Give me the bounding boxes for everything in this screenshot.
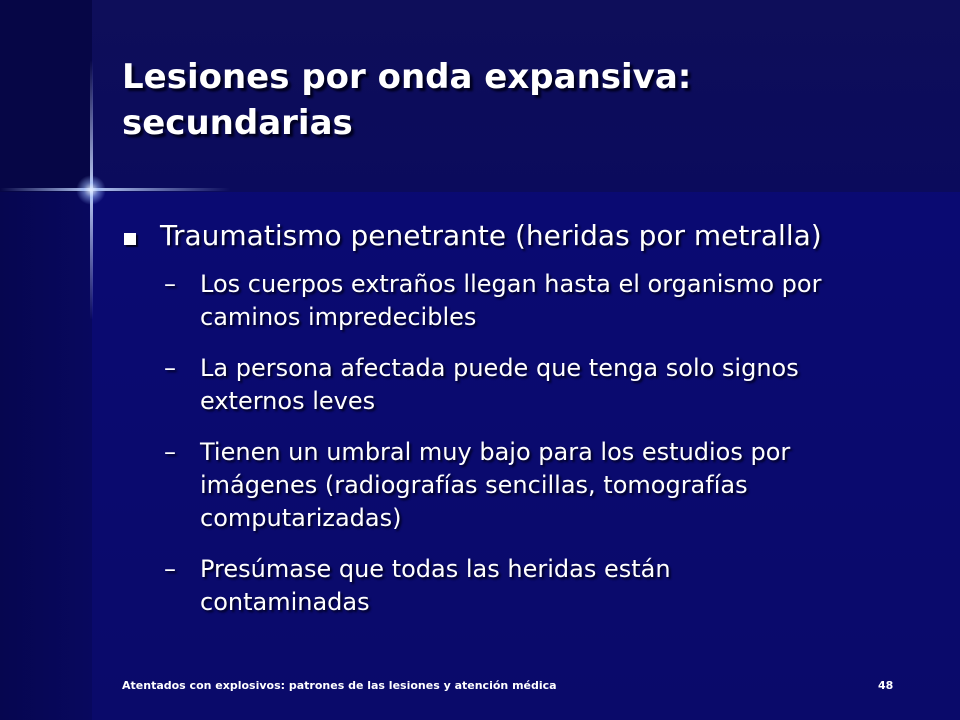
sub-bullet-item xyxy=(164,553,942,619)
slide-footer: Atentados con explosivos: patrones de las lesiones y atención médica xyxy=(122,679,557,692)
sub-bullet-item xyxy=(164,352,942,418)
main-bullet-text: Traumatismo penetrante (heridas por metralla) xyxy=(160,219,822,252)
dash-bullet-icon: – xyxy=(164,438,176,466)
dash-bullet-icon: – xyxy=(164,270,176,298)
sub-bullet-line: Los cuerpos extraños llegan hasta el organismo por xyxy=(200,270,822,298)
sub-bullet-line: caminos impredecibles xyxy=(200,303,477,331)
sub-bullet-line: Presúmase que todas las heridas están xyxy=(200,555,671,583)
title-line-1: Lesiones por onda expansiva: xyxy=(122,57,692,97)
sub-bullet-line: imágenes (radiografías sencillas, tomografías xyxy=(200,471,748,499)
square-bullet-icon xyxy=(124,233,136,245)
title-line-2: secundarias xyxy=(122,103,353,143)
sparkle-horizontal-ray xyxy=(0,188,230,191)
header-corner xyxy=(0,0,92,192)
sub-bullet-line: contaminadas xyxy=(200,588,370,616)
sub-bullet-line: computarizadas) xyxy=(200,504,402,532)
dash-bullet-icon: – xyxy=(164,555,176,583)
dash-bullet-icon: – xyxy=(164,354,176,382)
sub-bullet-line: Tienen un umbral muy bajo para los estudios por xyxy=(200,438,791,466)
sub-bullet-line: externos leves xyxy=(200,387,376,415)
slide-content xyxy=(122,218,942,637)
page-number: 48 xyxy=(878,679,894,692)
main-bullet xyxy=(122,218,942,254)
slide-title xyxy=(122,54,922,146)
sparkle-star-icon xyxy=(76,175,106,205)
sub-bullet-list xyxy=(122,268,942,619)
sub-bullet-item xyxy=(164,268,942,334)
sub-bullet-item xyxy=(164,436,942,535)
sub-bullet-line: La persona afectada puede que tenga solo signos xyxy=(200,354,799,382)
